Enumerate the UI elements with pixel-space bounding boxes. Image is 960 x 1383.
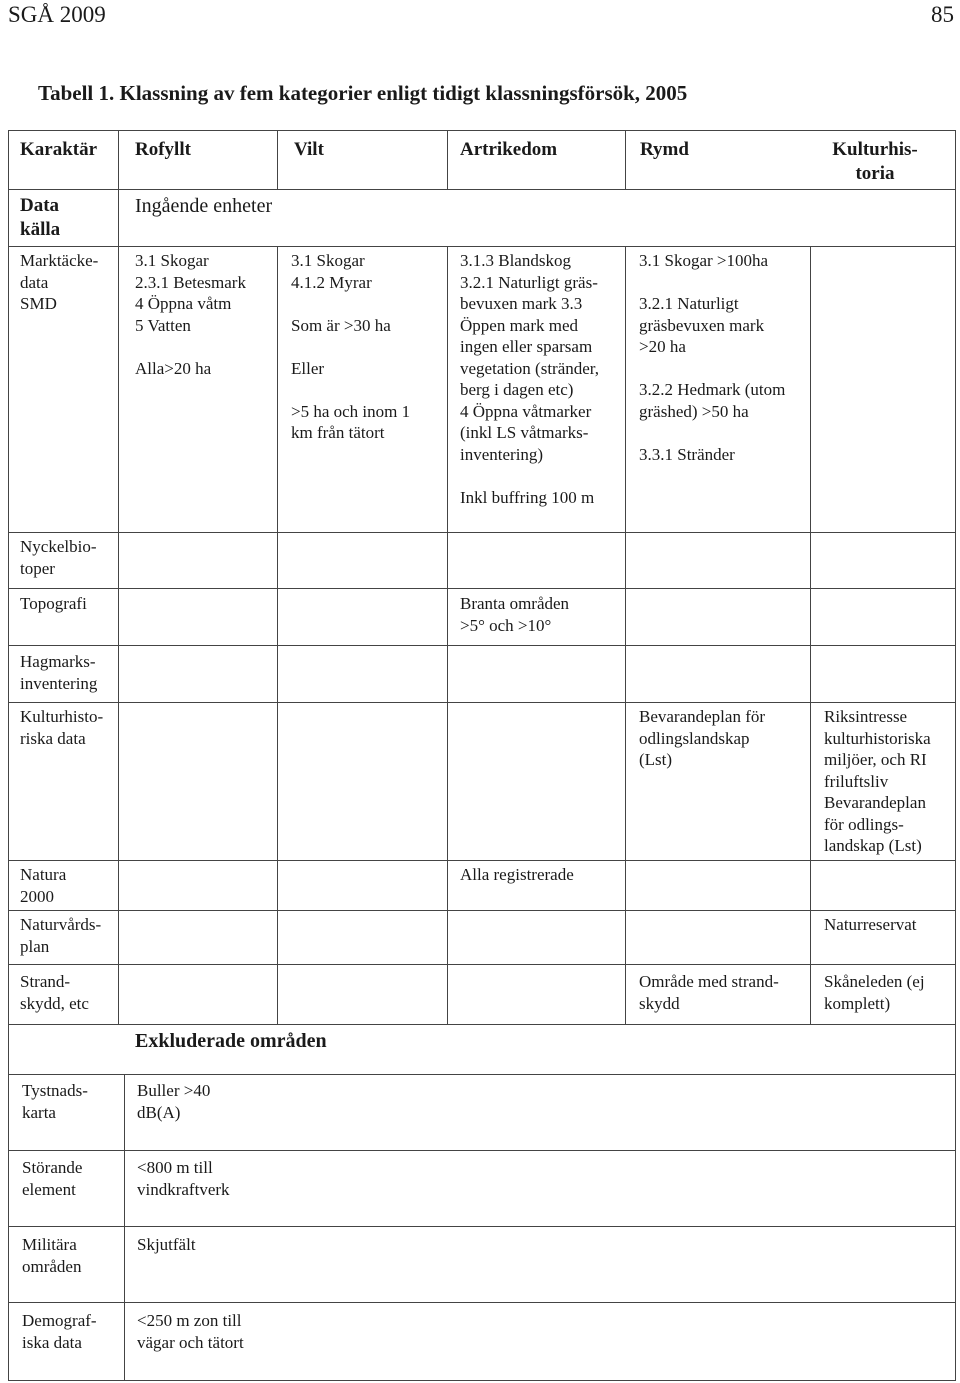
excluded-header: Exkluderade områden [135,1030,327,1052]
grid-line [955,130,956,1380]
grid-line [447,130,448,189]
grid-line [124,1074,125,1380]
grid-line [810,246,811,1024]
grid-line [277,246,278,1024]
grid-line [8,1302,956,1303]
page-number: 85 [931,2,954,27]
row-label-hagmark: Hagmarks- inventering [20,652,98,693]
col-header-karaktar: Karaktär [20,139,98,160]
grid-line [8,702,956,703]
grid-line [118,130,119,1024]
grid-line [8,588,956,589]
row-label-strandskydd: Strand- skydd, etc [20,972,89,1013]
cell-kulturhistoriska-kulturhistoria: Riksintresse kulturhistoriska miljöer, och RI friluftsliv Bevarandeplan för odlings- landskap (Lst) [824,707,931,855]
grid-line [8,130,9,1380]
grid-line [8,964,956,965]
grid-line [8,860,956,861]
excluded-value: Buller >40 dB(A) [137,1081,211,1122]
running-header: SGÅ 2009 [8,2,106,27]
grid-line [8,1380,956,1381]
included-units-header: Ingående enheter [135,195,273,217]
excluded-label: Störande element [22,1158,83,1199]
row-label-kulturhistoriska: Kulturhisto- riska data [20,707,104,748]
excluded-label: Demograf- iska data [22,1311,97,1352]
grid-line [8,1226,956,1227]
excluded-value: Skjutfält [137,1235,196,1254]
cell-strandskydd-kulturhistoria: Skåneleden (ej komplett) [824,972,925,1013]
row-label-topografi: Topografi [20,594,87,613]
cell-natura-artrikedom: Alla registrerade [460,865,574,884]
excluded-value: <250 m zon till vägar och tätort [137,1311,244,1352]
cell-kulturhistoriska-rymd: Bevarandeplan för odlingslandskap (Lst) [639,707,766,769]
grid-line [8,130,956,131]
grid-line [625,130,626,189]
row-label-naturvard: Naturvårds- plan [20,915,102,956]
grid-line [277,130,278,189]
grid-line [8,532,956,533]
excluded-label: Militära områden [22,1235,82,1276]
grid-line [8,1074,956,1075]
col-header-rofyllt: Rofyllt [135,139,191,160]
grid-line [447,246,448,1024]
grid-line [8,1024,956,1025]
grid-line [8,246,956,247]
excluded-label: Tystnads- karta [22,1081,88,1122]
col-header-vilt: Vilt [294,139,324,160]
col-header-artrikedom: Artrikedom [460,139,558,160]
grid-line [625,246,626,1024]
row-label-nyckelbiotoper: Nyckelbio- toper [20,537,97,578]
col-header-rymd: Rymd [640,139,689,160]
cell-topografi-artrikedom: Branta områden >5° och >10° [460,594,570,635]
cell-smd-vilt: 3.1 Skogar 4.1.2 Myrar Som är >30 ha Eller >5 ha och inom 1 km från tätort [291,251,411,442]
excluded-value: <800 m till vindkraftverk [137,1158,230,1199]
row-label-smd: Marktäcke- data SMD [20,251,99,313]
grid-line [8,1150,956,1151]
cell-strandskydd-rymd: Område med strand- skydd [639,972,779,1013]
row-label-natura: Natura 2000 [20,865,67,906]
cell-naturvard-kulturhistoria: Naturreservat [824,915,917,934]
cell-smd-artrikedom: 3.1.3 Blandskog 3.2.1 Naturligt gräs- bevuxen mark 3.3 Öppen mark med ingen eller sparsam vegetation (stränder, berg i dagen etc) 4 Öppna våtmarker (inkl LS våtmarks- inventering) Inkl buffring 100 m [460,251,600,507]
table-title: Tabell 1. Klassning av fem kategorier enligt tidigt klassningsförsök, 2005 [38,81,688,105]
grid-line [8,645,956,646]
cell-smd-rofyllt: 3.1 Skogar 2.3.1 Betesmark 4 Öppna våtm 5 Vatten Alla>20 ha [135,251,246,378]
grid-line [8,910,956,911]
grid-line [8,189,956,190]
col-header-kulturhistoria: Kulturhis- toria [832,139,918,184]
cell-smd-rymd: 3.1 Skogar >100ha 3.2.1 Naturligt gräsbevuxen mark >20 ha 3.2.2 Hedmark (utom gräshed) >50 ha 3.3.1 Stränder [639,251,786,464]
data-source-header: Data källa [20,195,61,240]
